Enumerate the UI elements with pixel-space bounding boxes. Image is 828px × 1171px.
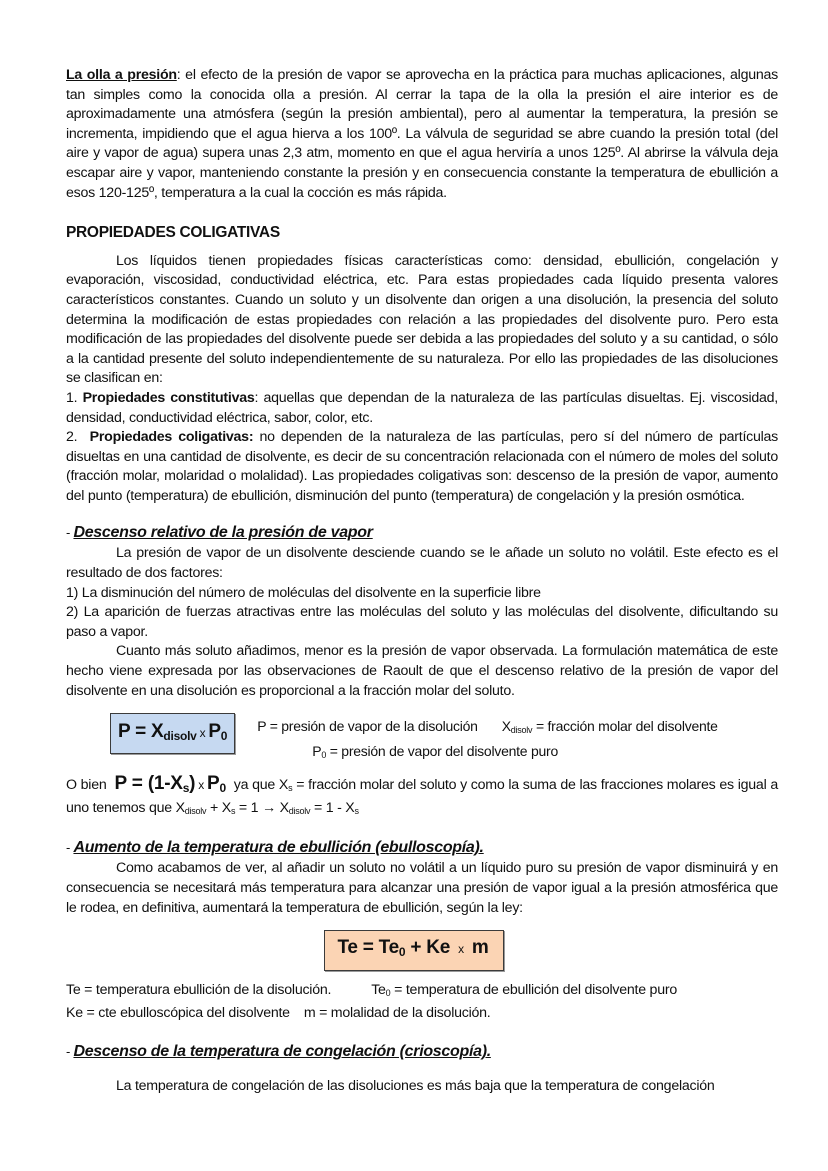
heading-text: Aumento de la temperatura de ebullición (ebulloscopía).	[73, 839, 484, 857]
legend-te0-sub: 0	[385, 988, 391, 999]
formula-sub: 0	[398, 945, 406, 960]
legend-x-sym: X	[501, 718, 511, 735]
raoult-formula-row	[66, 713, 778, 766]
coligativas-intro: Los líquidos tienen propiedades físicas características como: densidad, ebullición, congelación y evaporación, viscosidad, conductividad eléctrica, etc. Para estas propiedades cada líquido presenta valores característicos constantes. Cuando un soluto y un disolvente dan origen a una disolución, la presencia del soluto determina la modificación de estas propiedades con relación a las propiedades del disolvente puro. Pero esta modificación de las propiedades del disolvente puede ser debida a las propiedades del soluto y a su cantidad, o sólo a la cantidad presente del soluto independientemente de su naturaleza. Por ello las propiedades de las disoluciones se clasifican en:	[66, 252, 778, 387]
legend-p0-sym: P	[312, 743, 322, 760]
vapor-paragraph-1: La presión de vapor de un disolvente desciende cuando se le añade un soluto no volátil. Este efecto es el resultado de dos factores:	[66, 545, 778, 582]
alt-sub: s	[230, 805, 236, 816]
formula-p: P	[207, 773, 220, 795]
legend-p0-sub: 0	[321, 750, 327, 761]
formula-sub: 0	[219, 781, 226, 796]
formula-sub: disolv	[163, 729, 197, 744]
raoult-formula-box	[110, 713, 235, 754]
legend-te0-def: = temperatura de ebullición del disolvente puro	[390, 982, 677, 999]
vapor-factor-1: 1) La disminución del número de moléculas del disolvente en la superficie libre	[66, 584, 541, 601]
ebullicion-legend-1	[66, 981, 778, 1004]
heading-dash: -	[66, 525, 74, 541]
list-item-coligativas	[66, 428, 778, 506]
legend-ke-def: Ke = cte ebulloscópica del disolvente	[66, 1004, 290, 1021]
legend-m-def: m = molalidad de la disolución.	[303, 1004, 491, 1021]
alt-formula-paragraph	[66, 774, 778, 821]
heading-dash: -	[66, 840, 74, 856]
legend-x-sub: disolv	[510, 725, 533, 736]
alt-sub: s	[354, 805, 359, 816]
alt-text: = 1 → X	[235, 799, 289, 816]
list-term: Propiedades coligativas:	[89, 429, 254, 446]
vapor-paragraph-2: Cuanto más soluto añadimos, menor es la presión de vapor observada. La formulación matemática de este hecho viene expresada por las observaciones de Raoult de que el descenso relativo de la presión de vapor del disolvente en una disolución es proporcional a la fracción molar del soluto.	[66, 643, 778, 699]
heading-dash: -	[66, 1044, 74, 1060]
list-text: no dependen de la naturaleza de las partículas, pero sí del número de partículas disueltas en una cantidad de disolvente, es decir de su concentración relacionada con el número de moles del soluto (fracción molar, molaridad o molalidad). Las propiedades coligativas son: descenso de la presión de vapor, aumento del punto (temperatura) de ebullición, disminución del punto (temperatura) de congelación y la presión osmótica.	[66, 429, 779, 504]
legend-line-2	[257, 741, 717, 766]
alt-text: = 1 - X	[310, 799, 355, 816]
formula-lhs: P = X	[118, 721, 164, 743]
olla-body: : el efecto de la presión de vapor se aprovecha en la práctica para muchas aplicaciones, algunas tan simples como la conocida olla a presión. Al cerrar la tapa de la olla la presión el aire interior es de aproximadamente una atmósfera (según la presión ambiental), pero al aumentar la temperatura, la presión se incrementa, impidiendo que el agua hierva a los 100º. La válvula de seguridad se abre cuando la presión total (del aire y vapor de agua) supera unas 2,3 atm, momento en que el agua herviría a unos 125º. Al abrirse la válvula deja escapar aire y vapor, manteniendo constante la presión y en consecuencia constante la temperatura de ebullición a esos 120-125º, temperatura a la cual la cocción es más rápida.	[66, 67, 778, 201]
list-number: 1.	[66, 389, 83, 406]
formula-part: )	[189, 773, 196, 795]
subsection-heading-vapor	[66, 522, 778, 544]
section-heading-coligativas: PROPIEDADES COLIGATIVAS	[66, 224, 280, 242]
formula-p: P	[208, 721, 221, 743]
formula-part: + Ke	[405, 937, 456, 959]
raoult-legend	[257, 716, 717, 766]
alt-prefix: O bien	[66, 777, 107, 794]
ebullicion-legend-2	[66, 1004, 778, 1024]
alt-sub: disolv	[288, 805, 311, 816]
alt-text: ya que X	[229, 777, 289, 794]
legend-te-def: Te = temperatura ebullición de la disolución.	[66, 982, 332, 999]
times-symbol: x	[199, 726, 206, 741]
formula-lhs: Te = Te	[337, 937, 399, 959]
formula-sub: s	[182, 781, 190, 796]
olla-title: La olla a presión	[66, 67, 177, 83]
heading-text: Descenso relativo de la presión de vapor	[73, 524, 373, 542]
legend-te0-sym: Te	[371, 982, 386, 999]
list-number: 2.	[66, 429, 90, 446]
alt-sub: disolv	[184, 805, 207, 816]
alt-sub: s	[288, 783, 293, 794]
subsection-heading-congelacion	[66, 1041, 778, 1063]
vapor-factor-2: 2) La aparición de fuerzas atractivas entre las moléculas del soluto y las moléculas del disolvente, dificultando su paso a vapor.	[66, 604, 778, 640]
list-item-constitutivas	[66, 389, 778, 428]
document-page	[66, 66, 778, 1097]
ebullicion-paragraph: Como acabamos de ver, al añadir un soluto no volátil a un líquido puro su presión de vapor disminuirá y en consecuencia se necesitará más temperatura para alcanzar una presión de vapor igual a la presión atmosférica que le rodea, en definitiva, aumentará la temperatura de ebullición, según la ley:	[66, 860, 778, 916]
formula-sub: 0	[220, 729, 228, 744]
legend-line-1	[257, 716, 717, 741]
legend-x-def: = fracción molar del disolvente	[532, 718, 718, 735]
formula-m: m	[466, 937, 489, 959]
congelacion-paragraph: La temperatura de congelación de las disoluciones es más baja que la temperatura de congelación	[116, 1078, 715, 1095]
olla-paragraph	[66, 66, 778, 203]
alt-text: + X	[206, 799, 231, 816]
times-symbol: x	[458, 942, 464, 957]
list-term: Propiedades constitutivas	[82, 389, 255, 406]
list-text: : aquellas que dependan de la naturaleza de las partículas disueltas. Ej. viscosidad, densidad, conductividad eléctrica, sabor, color, etc.	[66, 389, 779, 426]
formula-part: P = (1-X	[114, 773, 183, 795]
legend-p0-def: = presión de vapor del disolvente puro	[326, 743, 558, 760]
legend-p-def: P = presión de vapor de la disolución	[257, 718, 478, 735]
alt-text: = fracción molar del soluto y como la suma de las fracciones molares es igual a uno tenemos que X	[66, 777, 778, 816]
heading-text: Descenso de la temperatura de congelación (crioscopía).	[73, 1043, 491, 1061]
subsection-heading-ebullicion	[66, 837, 778, 859]
times-symbol: x	[198, 778, 204, 793]
ebulloscopy-formula-box	[324, 930, 503, 971]
alt-formula	[114, 773, 225, 794]
